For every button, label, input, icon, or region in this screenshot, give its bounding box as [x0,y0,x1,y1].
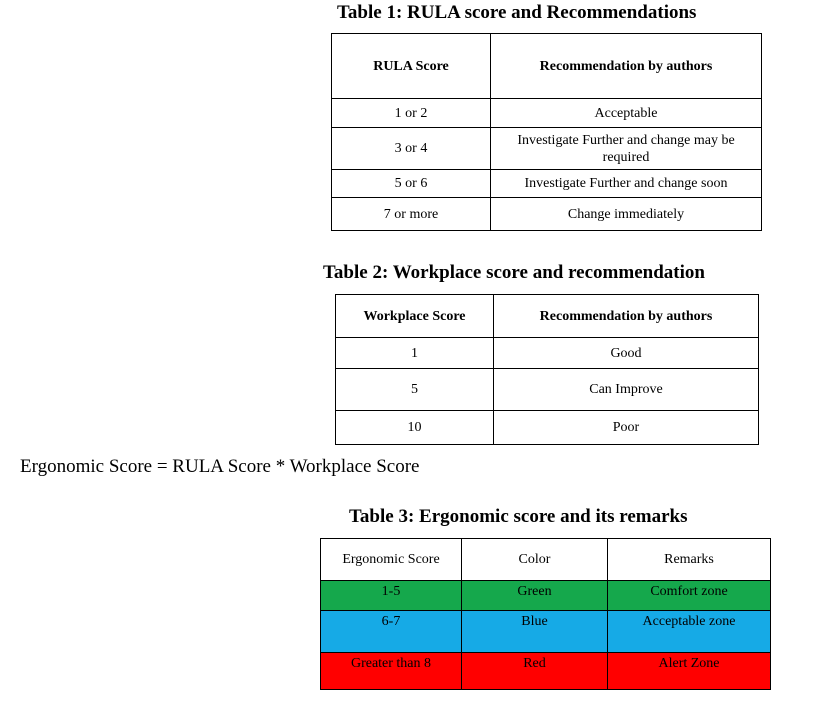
table3-header-remarks: Remarks [608,539,771,581]
table3-header-color: Color [462,539,608,581]
table-row [332,170,762,198]
table-cell: Greater than 8 [321,653,462,690]
table1-header-recommendation: Recommendation by authors [491,34,762,99]
table-cell: Red [462,653,608,690]
table-cell: 1 [336,338,494,369]
table-row [336,338,759,369]
table-cell: 1 or 2 [332,99,491,128]
table-row [332,198,762,231]
table-cell: 5 [336,369,494,411]
table-cell: 1-5 [321,581,462,611]
table-cell: Acceptable zone [608,611,771,653]
table-cell: Acceptable [491,99,762,128]
table-cell: Can Improve [494,369,759,411]
table-cell: Blue [462,611,608,653]
table-row [332,128,762,170]
table1-caption: Table 1: RULA score and Recommendations [337,2,697,23]
table-cell: 10 [336,411,494,445]
table-cell: Poor [494,411,759,445]
table-row-blue [321,611,771,653]
table2-header-workplace-score: Workplace Score [336,295,494,338]
table2-header-recommendation: Recommendation by authors [494,295,759,338]
table-row-red [321,653,771,690]
table-cell: Change immediately [491,198,762,231]
table-cell: Green [462,581,608,611]
table3-header-ergonomic-score: Ergonomic Score [321,539,462,581]
table-row [332,99,762,128]
rula-score-table [331,33,762,231]
table3-caption: Table 3: Ergonomic score and its remarks [349,506,688,527]
table-cell: Investigate Further and change may be required [491,128,762,170]
table-cell: Investigate Further and change soon [491,170,762,198]
table-cell: Good [494,338,759,369]
table-row [336,411,759,445]
table-cell: 6-7 [321,611,462,653]
table-row [336,369,759,411]
table-cell: 7 or more [332,198,491,231]
workplace-score-table [335,294,759,445]
table-cell: 3 or 4 [332,128,491,170]
table-cell: Alert Zone [608,653,771,690]
table-cell: 5 or 6 [332,170,491,198]
table1-header-rula-score: RULA Score [332,34,491,99]
table-cell: Comfort zone [608,581,771,611]
table-row-green [321,581,771,611]
ergonomic-score-formula: Ergonomic Score = RULA Score * Workplace Score [20,456,420,477]
ergonomic-score-table [320,538,771,690]
table2-caption: Table 2: Workplace score and recommendation [323,262,705,283]
